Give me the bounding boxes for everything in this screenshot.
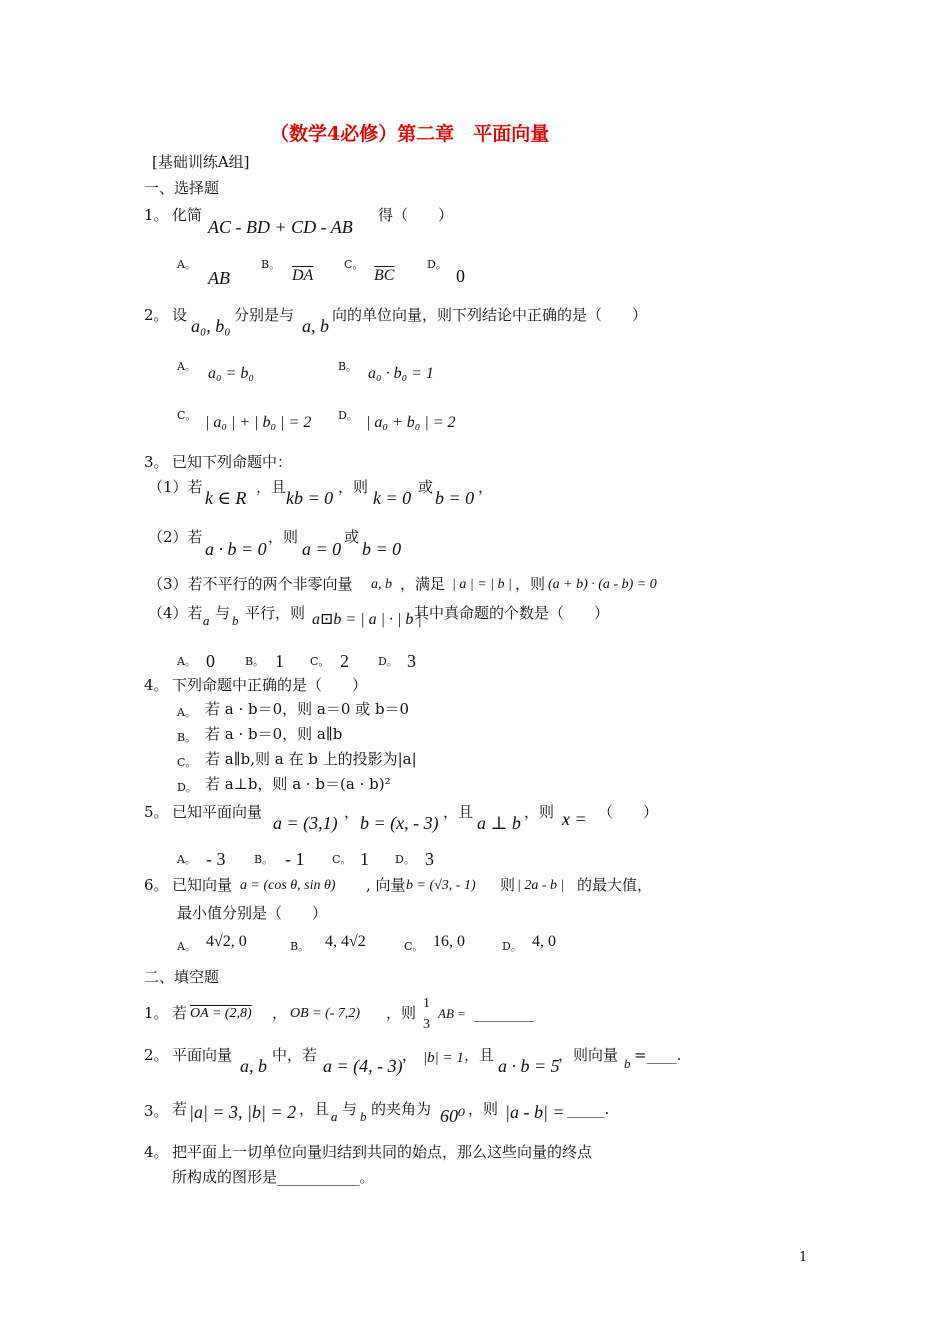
q3-p3-f: (a + b) · (a - b) = 0 [548,577,657,592]
q2-opt-d: | a₀ + b₀ | = 2 [366,414,456,431]
f2-blank: =____. [634,1046,682,1064]
q3-p2-b: a · b = 0 [205,539,267,559]
q6-opt-b-label: B。 [290,940,310,953]
q3-p4-e: 平行，则 [245,604,306,622]
f3-e2: a [331,1109,338,1124]
page-title: （数学4必修）第二章 平面向量 [270,123,550,145]
q2-opt-b: a₀ · b₀ = 1 [368,365,434,382]
q4-opt-c: 若 a∥b,则 a 在 b 上的投影为|a| [205,750,417,768]
q2-t1: 设 [172,306,188,324]
f4-line1: 把平面上一切单位向量归结到共同的始点，那么这些向量的终点 [172,1143,593,1161]
q1-opt-b-label: B。 [261,258,281,271]
f2-c1: ， [402,1046,418,1064]
q2-t3: 向的单位向量，则下列结论中正确的是（ ） [332,306,648,324]
q1-opt-b: $\overline{DA}$ [292,267,314,284]
q5-opt-b-label: B。 [254,853,274,866]
q3-p1-d: kb = 0 [286,488,334,508]
f2-t1: 平面向量 [172,1046,233,1064]
q3-p4-d: b [232,613,239,628]
q3-opt-a-label: A。 [177,655,196,668]
f4-num: 4。 [144,1143,169,1161]
q2-e1: a₀, b₀ [191,316,231,336]
q3-p3-vectors: a, b [371,577,392,592]
q3-p2-c: ，则 [268,528,299,546]
q3-p2-e: 或 [344,528,360,546]
q3-p4-b: a [203,613,210,628]
q3-opt-d-label: D。 [378,655,398,668]
q6-opt-a-label: A。 [177,940,196,953]
q6-t4: 的最大值， [577,876,653,894]
f3-num: 3。 [144,1102,169,1120]
q3-p1-h: b = 0 [435,488,475,508]
q1-opt-d: 0 [456,266,465,286]
q5-opt-c-label: C。 [332,853,352,866]
page-number: 1 [799,1250,808,1265]
q2-opt-c: | a₀ | + | b₀ | = 2 [205,414,312,431]
q6-opt-b: 4, 4√2 [325,933,366,950]
f3-t5: ，则 [468,1100,499,1118]
q6-opt-c: 16, 0 [433,933,465,950]
q4-opt-b: 若 a · b＝0，则 a∥b [205,725,343,743]
q5-tail: （ ） [598,803,659,821]
q2-t2: 分别是与 [234,306,295,324]
f1-e1: OA = (2,8) [190,1006,252,1021]
q3-p2-a: （2）若 [148,528,203,546]
q6-opt-d: 4, 0 [532,933,556,950]
q6-opt-a: 4√2, 0 [206,933,247,950]
q4-opt-d: 若 a⊥b，则 a · b＝(a · b)² [205,775,391,793]
f2-t2: 中，若 [272,1046,318,1064]
q3-opt-d: 3 [407,651,416,671]
q4-opt-d-label: D。 [177,781,197,794]
q1-opt-d-label: D。 [427,258,447,271]
f1-num: 1。 [144,1004,169,1022]
q4-text: 下列命题中正确的是（ ） [172,676,368,694]
q6-e3: | 2a - b | [517,878,565,893]
q2-e2: a, b [302,316,329,336]
q3-p1-a: （1）若 [148,478,203,496]
q1-text: 化简 [172,206,203,224]
f2-e2: a = (4, - 3) [323,1056,403,1076]
f3-t2: ，且 [299,1100,330,1118]
f1-e2: OB = (- 7,2) [290,1006,361,1021]
section-choice-heading: 一、选择题 [144,179,220,197]
f2-e1: a, b [240,1056,267,1076]
q3-p3-d: ，则 [515,575,546,593]
q6-num: 6。 [144,876,169,894]
q5-opt-a-label: A。 [177,853,196,866]
f3-t4: 的夹角为 [371,1100,432,1118]
q5-c1: ， [344,803,360,821]
f2-num: 2。 [144,1046,169,1064]
q3-opt-b: 1 [275,651,284,671]
q5-c3: ，则 [524,803,555,821]
f3-blank: _____. [567,1100,610,1118]
q3-p1-c: ，且 [256,478,287,496]
q5-num: 5。 [144,803,169,821]
q1-tail: 得（ ） [378,206,454,224]
f2-e3: |b| = 1 [423,1050,464,1066]
q5-t1: 已知平面向量 [172,803,263,821]
f3-t1: 若 [172,1100,188,1118]
q3-p4-c: 与 [215,604,231,622]
f3-e3: b [360,1109,367,1124]
q5-opt-a: - 3 [206,849,226,869]
q3-opt-b-label: B。 [245,655,265,668]
q6-opt-d-label: D。 [502,940,522,953]
f1-t1: 若 [172,1004,188,1022]
q3-p4-g: 其中真命题的个数是（ ） [414,604,610,622]
q6-e2: b = (√3, - 1) [406,878,476,893]
q2-opt-a: a₀ = b₀ [208,365,254,382]
q2-opt-d-label: D。 [338,409,358,422]
group-label: [基础训练A组] [152,153,250,171]
q1-opt-c-label: C。 [344,258,364,271]
q6-line2: 最小值分别是（ ） [177,904,328,922]
q5-e2: b = (x, - 3) [360,813,439,833]
q1-opt-a: AB [208,268,230,288]
q3-p1-b: k ∈ R [205,488,247,508]
f3-e5: |a - b| = [505,1102,565,1122]
q3-p3-c: | a | = | b | [452,577,512,592]
q3-p4-f: a⊡b = | a | · | b | [312,611,422,628]
q4-num: 4。 [144,676,169,694]
q5-e1: a = (3,1) [273,813,338,833]
f1-e3: AB = [438,1006,466,1021]
q2-opt-c-label: C。 [177,409,197,422]
f3-e1: |a| = 3, |b| = 2 [189,1102,297,1122]
q4-opt-b-label: B。 [177,731,197,744]
q1-opt-c: $\overline{BC}$ [374,267,395,284]
q3-p1-e: ，则 [338,478,369,496]
q2-opt-b-label: B。 [338,360,358,373]
q6-t2: , 向量 [366,876,406,894]
q3-p2-d: a = 0 [302,539,342,559]
f2-e4: a · b = 5 [498,1056,560,1076]
q1-expr: AC - BD + CD - AB [208,217,353,237]
q5-opt-d: 3 [425,849,434,869]
q4-opt-a: 若 a · b＝0，则 a＝0 或 b＝0 [205,700,410,718]
q3-opt-c: 2 [340,651,349,671]
f3-e4: 60⁰ [440,1106,466,1126]
f1-t2: ，则 [386,1004,417,1022]
q5-opt-d-label: D。 [395,853,415,866]
q3-p1-f: k = 0 [373,488,412,508]
f3-t3: 与 [342,1100,358,1118]
q5-e4: x = [562,809,587,829]
q3-opt-c-label: C。 [310,655,330,668]
q3-p2-f: b = 0 [362,539,402,559]
q2-num: 2。 [144,306,169,324]
q6-e1: a = (cos θ, sin θ) [240,878,336,893]
q6-t1: 已知向量 [172,876,233,894]
q1-opt-a-label: A。 [177,258,196,271]
q1-num: 1。 [144,206,169,224]
q5-opt-b: - 1 [285,849,305,869]
q3-opt-a: 0 [206,651,215,671]
q6-t3: 则 [500,876,516,894]
q3-p1-i: ， [478,478,494,496]
q5-opt-c: 1 [360,849,369,869]
q6-opt-c-label: C。 [404,940,424,953]
f2-e5: b [624,1056,631,1071]
f1-c1: ， [272,1004,288,1022]
q3-text: 已知下列命题中： [172,453,293,471]
f1-frac-den: 3 [423,1017,430,1032]
q2-opt-a-label: A。 [177,360,196,373]
q5-c2: ，且 [443,803,474,821]
f4-line2: 所构成的图形是___________。 [172,1168,375,1186]
q3-num: 3。 [144,453,169,471]
f1-blank: ________ [474,1004,534,1022]
f2-t4: ，则向量 [558,1046,619,1064]
q3-p3-b: ，满足 [400,575,446,593]
q4-opt-c-label: C。 [177,756,197,769]
q3-p3: （3）若不平行的两个非零向量 [148,575,353,593]
f2-t3: ，且 [464,1046,495,1064]
q4-opt-a-label: A。 [177,706,196,719]
section-fill-heading: 二、填空题 [144,968,220,986]
q3-p4-a: （4）若 [148,604,203,622]
q3-p1-g: 或 [418,478,434,496]
f1-frac-num: 1 [423,996,430,1011]
q5-e3: a ⊥ b [477,813,521,833]
